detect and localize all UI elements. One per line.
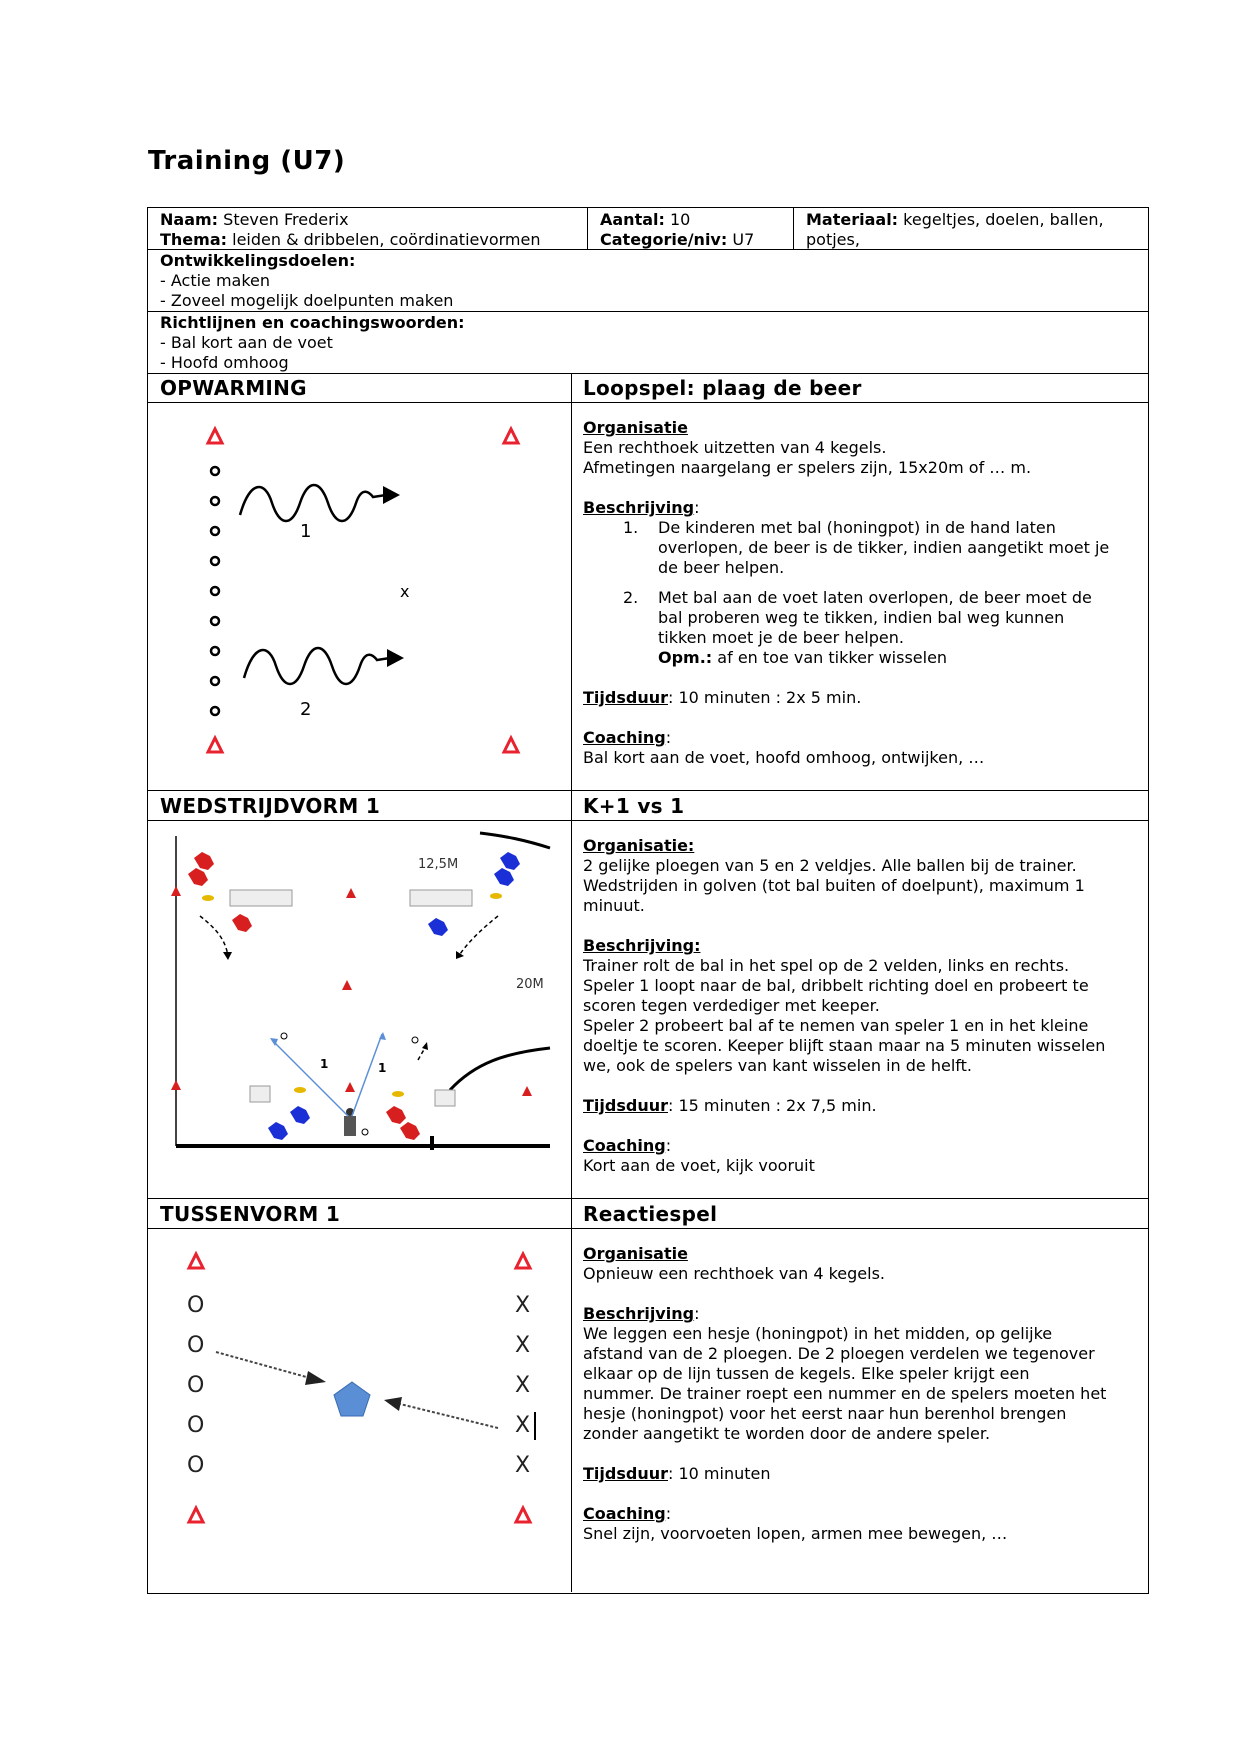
mini-goal-icon xyxy=(435,1090,455,1106)
organisatie-label: Organisatie: xyxy=(583,836,695,855)
team-o-player: O xyxy=(187,1373,205,1398)
coaching-text: Snel zijn, voorvoeten lopen, armen mee bewegen, … xyxy=(583,1524,1008,1543)
categorie-line xyxy=(600,230,754,250)
coaching-label: Coaching xyxy=(583,1136,666,1155)
categorie-value: U7 xyxy=(732,230,755,249)
beschrijving-text: elkaar op de lijn tussen de kegels. Elke speler krijgt een xyxy=(583,1364,1030,1383)
cone-icon xyxy=(504,429,518,443)
row-divider xyxy=(147,1198,1149,1199)
ball-icon xyxy=(412,1037,418,1043)
beschrijving-text: we, ook de spelers van kant wisselen in de helft. xyxy=(583,1056,972,1075)
coaching-text: Bal kort aan de voet, hoofd omhoog, ontwijken, … xyxy=(583,748,985,767)
run-arrow xyxy=(216,1352,310,1378)
organisatie-text: Wedstrijden in golven (tot bal buiten of doelpunt), maximum 1 xyxy=(583,876,1085,895)
ontwikkeling-label: Ontwikkelingsdoelen: xyxy=(160,251,356,270)
opwarming-diagram xyxy=(180,415,560,765)
naam-label: Naam: xyxy=(160,210,219,229)
row-divider xyxy=(147,402,1149,403)
player-icon xyxy=(211,527,219,535)
thema-label: Thema: xyxy=(160,230,228,249)
tijdsduur-text: : 10 minuten xyxy=(667,1464,771,1483)
pentagon-hesje-icon xyxy=(334,1382,370,1416)
cone-icon xyxy=(189,1508,203,1522)
ball-icon xyxy=(362,1129,368,1135)
materiaal-label: Materiaal: xyxy=(806,210,899,229)
richtlijnen-label: Richtlijnen en coachingswoorden: xyxy=(160,313,465,332)
beschrijving-text: hesje (honingpot) voor het eerst naar hun berenhol brengen xyxy=(583,1404,1067,1423)
row-divider xyxy=(147,373,1149,374)
cone-icon xyxy=(516,1254,530,1268)
player-icon xyxy=(211,587,219,595)
team-x-player: X xyxy=(515,1413,531,1438)
aantal-label: Aantal: xyxy=(600,210,665,229)
cone-icon xyxy=(345,1082,355,1092)
arrow-head-icon xyxy=(379,1032,386,1040)
cone-icon xyxy=(171,1080,181,1090)
arrow-head-icon xyxy=(422,1042,428,1050)
cone-icon xyxy=(208,738,222,752)
beschrijving-text: doeltje te scoren. Keeper blijft staan maar na 5 minuten wisselen xyxy=(583,1036,1106,1055)
wedstrijdvorm-diagram xyxy=(160,828,560,1183)
arc-top xyxy=(480,833,550,848)
section-right-title: K+1 vs 1 xyxy=(583,794,685,818)
arrow-head-icon xyxy=(384,1397,402,1411)
organisatie-label: Organisatie xyxy=(583,418,688,437)
cone-icon xyxy=(504,738,518,752)
coaching-label: Coaching xyxy=(583,1504,666,1523)
player-icon xyxy=(211,467,219,475)
row-divider xyxy=(147,820,1149,821)
arrow-head-icon xyxy=(387,649,404,667)
cone-icon xyxy=(189,1254,203,1268)
team-o-player: O xyxy=(187,1293,205,1318)
opm-text: af en toe van tikker wisselen xyxy=(717,648,948,667)
ball-icon xyxy=(281,1033,287,1039)
goal-icon xyxy=(230,890,292,906)
section-description: Organisatie Opnieuw een rechthoek van 4 kegels. Beschrijving: We leggen een hesje (honingpot) in het midden, op gelijke afstand van de 2 ploegen. De 2 ploegen verdelen we tegenover elkaar op de lijn tussen de kegels. Elke speler krijgt een nummer. De trainer roept een nummer en de spelers moeten het hesje (honingpot) voor het eerst naar hun berenhol brengen zonder aangetikt te worden door de andere speler. Tijdsduur: 10 minuten Coaching: Snel zijn, voorvoeten lopen, armen mee bewegen, … xyxy=(583,1244,1143,1544)
wave-arrow-1 xyxy=(240,485,386,521)
arrow-head-icon xyxy=(305,1371,326,1385)
blue-player-icon xyxy=(500,852,520,870)
page-title: Training (U7) xyxy=(148,146,346,176)
row-divider xyxy=(147,311,1149,312)
red-player-icon xyxy=(400,1122,420,1140)
team-x-player: X xyxy=(515,1373,531,1398)
team-x-player: X xyxy=(515,1453,531,1478)
categorie-label: Categorie/niv: xyxy=(600,230,728,249)
beschrijving-text: nummer. De trainer roept een nummer en de spelers moeten het xyxy=(583,1384,1107,1403)
thema-line xyxy=(160,230,541,250)
pass-arrow xyxy=(272,1040,348,1116)
coaching-text: Kort aan de voet, kijk vooruit xyxy=(583,1156,815,1175)
organisatie-text: Een rechthoek uitzetten van 4 kegels. xyxy=(583,438,887,457)
wave-arrow-2 xyxy=(244,648,390,684)
wave-label: 2 xyxy=(300,699,312,720)
organisatie-text: 2 gelijke ploegen van 5 en 2 veldjes. Alle ballen bij de trainer. xyxy=(583,856,1077,875)
beschrijving-text: scoren tegen verdediger met keeper. xyxy=(583,996,880,1015)
section-description: Organisatie: 2 gelijke ploegen van 5 en 2 veldjes. Alle ballen bij de trainer. Wedstrijden in golven (tot bal buiten of doelpunt), maximum 1 minuut. Beschrijving: Trainer rolt de bal in het spel op de 2 velden, links en rechts. Speler 1 loopt naar de bal, dribbelt richting doel en probeert te scoren tegen verdediger met keeper. Speler 2 probeert bal af te nemen van speler 1 en in het kleine doeltje te scoren. Keeper blijft staan maar na 5 minuten wisselen we, ook de spelers van kant wisselen in de helft. Tijdsduur: 15 minuten : 2x 7,5 min. Coaching: Kort aan de voet, kijk vooruit xyxy=(583,836,1143,1176)
list-number: 2. xyxy=(623,588,639,607)
col-divider xyxy=(571,373,572,1592)
player-number-label: 1 xyxy=(378,1061,387,1075)
section-description: Organisatie Een rechthoek uitzetten van 4 kegels. Afmetingen naargelang er spelers zijn, 15x20m of … m. Beschrijving: 1. De kinderen met bal (honingpot) in de hand laten overlopen, de beer is de tikker, indien aangetikt moet je de beer helpen. 2. Met bal aan de voet laten overlopen, de beer moet de bal proberen weg te tikken, indien bal weg kunnen tikken moet je de beer helpen. Opm.: af en toe van tikker wisselen Tijdsduur: 10 minuten : 2x 5 min. Coaching: Bal kort aan de voet, hoofd omhoog, ontwijken, … xyxy=(583,418,1143,768)
player-icon xyxy=(211,707,219,715)
richtlijnen-item: - Bal kort aan de voet xyxy=(160,333,333,352)
organisatie-text: Opnieuw een rechthoek van 4 kegels. xyxy=(583,1264,885,1283)
tijdsduur-label: Tijdsduur xyxy=(583,688,668,707)
col-divider xyxy=(587,207,588,249)
opm-label: Opm.: xyxy=(658,648,713,667)
player-icon xyxy=(211,557,219,565)
materiaal-value-2: potjes, xyxy=(806,230,860,249)
blue-player-icon xyxy=(290,1106,310,1124)
red-player-icon xyxy=(194,852,214,870)
reactiespel-diagram xyxy=(170,1240,560,1540)
blue-player-icon xyxy=(428,918,448,936)
beschrijving-label: Beschrijving: xyxy=(583,936,701,955)
cone-icon xyxy=(342,980,352,990)
section-left-title: OPWARMING xyxy=(160,376,307,400)
naam-value: Steven Frederix xyxy=(223,210,349,229)
pass-arrow xyxy=(352,1034,382,1116)
team-x-player: X xyxy=(515,1293,531,1318)
trainer-icon xyxy=(344,1116,356,1136)
row-divider xyxy=(147,1228,1149,1229)
beschrijving-text: We leggen een hesje (honingpot) in het midden, op gelijke xyxy=(583,1324,1053,1343)
coaching-label: Coaching xyxy=(583,728,666,747)
organisatie-text: Afmetingen naargelang er spelers zijn, 15x20m of … m. xyxy=(583,458,1032,477)
organisatie-label: Organisatie xyxy=(583,1244,688,1263)
aantal-line xyxy=(600,210,690,230)
cone-icon xyxy=(346,888,356,898)
tijdsduur-text: : 10 minuten : 2x 5 min. xyxy=(667,688,862,707)
section-left-title: TUSSENVORM 1 xyxy=(160,1202,341,1226)
section-left-title: WEDSTRIJDVORM 1 xyxy=(160,794,381,818)
richtlijnen-item: - Hoofd omhoog xyxy=(160,353,289,372)
player-icon xyxy=(211,617,219,625)
list-text: tikken moet je de beer helpen. xyxy=(658,628,904,647)
run-arrow xyxy=(460,916,498,954)
list-item xyxy=(583,588,1143,668)
red-player-icon xyxy=(188,868,208,886)
tijdsduur-label: Tijdsduur xyxy=(583,1464,668,1483)
beschrijving-text: zonder aangetikt te worden door de andere speler. xyxy=(583,1424,991,1443)
cone-icon xyxy=(522,1086,532,1096)
aantal-value: 10 xyxy=(670,210,691,229)
marker-icon xyxy=(392,1091,404,1097)
list-number: 1. xyxy=(623,518,639,537)
naam-line xyxy=(160,210,349,230)
blue-player-icon xyxy=(494,868,514,886)
cone-icon xyxy=(516,1508,530,1522)
red-player-icon xyxy=(386,1106,406,1124)
list-item xyxy=(583,518,1143,578)
beschrijving-text: Speler 2 probeert bal af te nemen van speler 1 en in het kleine xyxy=(583,1016,1089,1035)
team-o-player: O xyxy=(187,1333,205,1358)
cone-icon xyxy=(208,429,222,443)
dimension-label: 20M xyxy=(516,977,544,992)
list-text: De kinderen met bal (honingpot) in de hand laten xyxy=(658,518,1056,537)
row-divider xyxy=(147,790,1149,791)
marker-icon xyxy=(490,893,502,899)
tijdsduur-label: Tijdsduur xyxy=(583,1096,668,1115)
list-text: bal proberen weg te tikken, indien bal weg kunnen xyxy=(658,608,1065,627)
list-text: Met bal aan de voet laten overlopen, de beer moet de xyxy=(658,588,1092,607)
run-arrow xyxy=(200,916,228,956)
player-icon xyxy=(211,497,219,505)
ontwikkeling-item: - Actie maken xyxy=(160,271,271,290)
player-icon xyxy=(211,647,219,655)
materiaal-line xyxy=(806,210,1104,230)
beschrijving-label: Beschrijving xyxy=(583,1304,695,1323)
red-player-icon xyxy=(232,914,252,932)
ontwikkeling-item: - Zoveel mogelijk doelpunten maken xyxy=(160,291,454,310)
team-o-player: O xyxy=(187,1413,205,1438)
goal-icon xyxy=(410,890,472,906)
beschrijving-label: Beschrijving xyxy=(583,498,695,517)
beschrijving-text: Speler 1 loopt naar de bal, dribbelt richting doel en probeert te xyxy=(583,976,1089,995)
arc-bottom xyxy=(450,1048,550,1090)
marker-icon xyxy=(202,895,214,901)
thema-value: leiden & dribbelen, coördinatievormen xyxy=(232,230,541,249)
cone-icon xyxy=(171,886,181,896)
tagger-mark: x xyxy=(400,582,410,601)
section-right-title: Reactiespel xyxy=(583,1202,718,1226)
beschrijving-text: afstand van de 2 ploegen. De 2 ploegen verdelen we tegenover xyxy=(583,1344,1095,1363)
beschrijving-text: Trainer rolt de bal in het spel op de 2 velden, links en rechts. xyxy=(583,956,1070,975)
run-arrow xyxy=(400,1404,498,1428)
marker-icon xyxy=(294,1087,306,1093)
list-text: overlopen, de beer is de tikker, indien aangetikt moet je xyxy=(658,538,1110,557)
arrow-head-icon xyxy=(383,486,400,504)
materiaal-value: kegeltjes, doelen, ballen, xyxy=(903,210,1104,229)
player-number-label: 1 xyxy=(320,1057,329,1071)
team-o-player: O xyxy=(187,1453,205,1478)
dimension-label: 12,5M xyxy=(418,857,459,872)
mini-goal-icon xyxy=(250,1086,270,1102)
list-text: de beer helpen. xyxy=(658,558,785,577)
blue-player-icon xyxy=(268,1122,288,1140)
tijdsduur-text: : 15 minuten : 2x 7,5 min. xyxy=(667,1096,877,1115)
section-right-title: Loopspel: plaag de beer xyxy=(583,376,862,400)
arrow-head-icon xyxy=(223,952,232,960)
team-x-player: X xyxy=(515,1333,531,1358)
arrow-head-icon xyxy=(456,951,464,959)
col-divider xyxy=(793,207,794,249)
player-icon xyxy=(211,677,219,685)
organisatie-text: minuut. xyxy=(583,896,645,915)
wave-label: 1 xyxy=(300,521,312,542)
